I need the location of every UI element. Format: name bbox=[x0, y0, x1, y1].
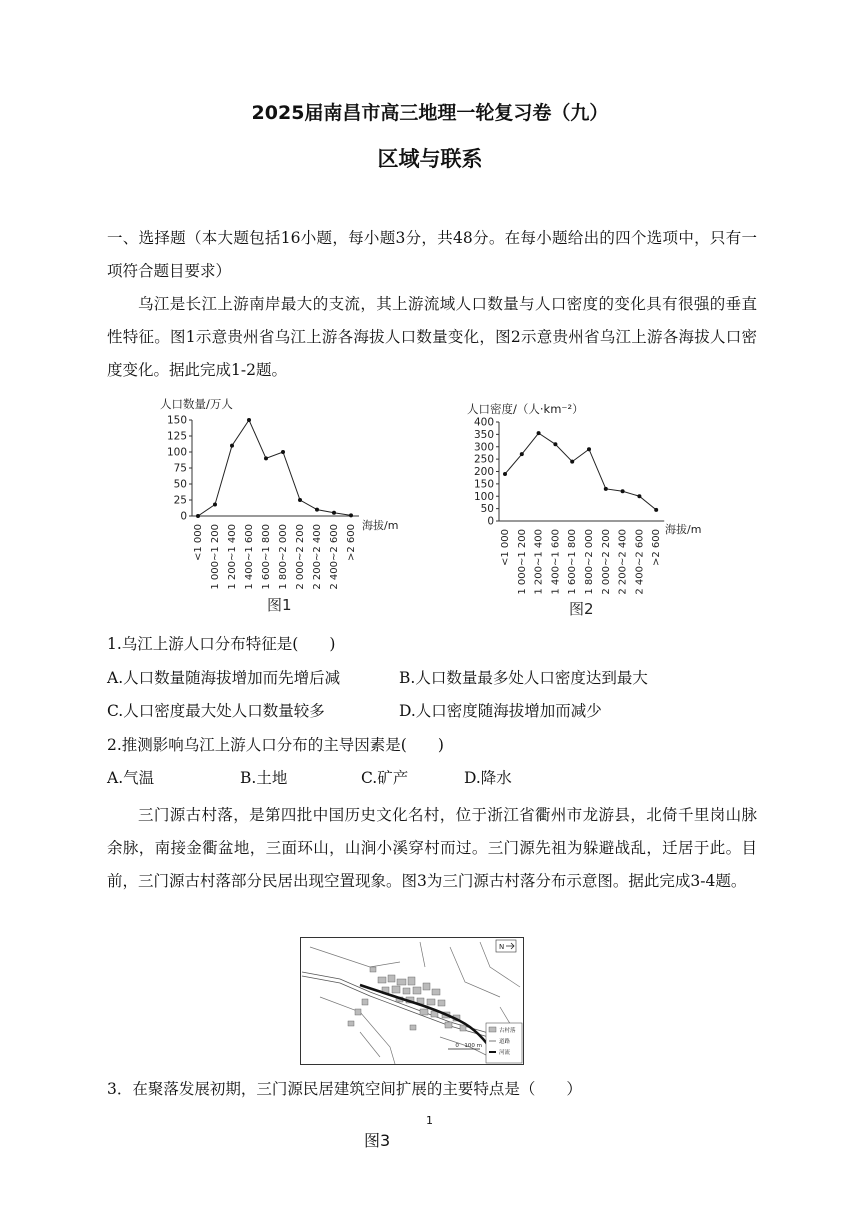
fig1-xlabel: 海拔/m bbox=[362, 519, 399, 532]
fig1-caption: 图1 bbox=[267, 596, 292, 614]
figure-3-map bbox=[300, 937, 524, 1065]
q1-option-d[interactable]: D.人口密度随海拔增加而减少 bbox=[399, 702, 602, 720]
data-point bbox=[537, 431, 541, 435]
q2-stem: 2.推测影响乌江上游人口分布的主导因素是( ) bbox=[107, 736, 444, 754]
fig3-caption: 图3 bbox=[364, 1131, 391, 1150]
map-legend bbox=[486, 1023, 522, 1063]
y-tick-label: 125 bbox=[166, 430, 187, 443]
data-point bbox=[315, 508, 319, 512]
x-tick-label: 2 400~2 600 bbox=[634, 529, 646, 595]
doc-subtitle: 区域与联系 bbox=[377, 147, 483, 171]
y-tick-label: 200 bbox=[473, 466, 494, 478]
x-tick-label: 2 000~2 200 bbox=[295, 524, 306, 590]
x-tick-label: 2 200~2 400 bbox=[312, 524, 323, 590]
x-tick-label: 2 000~2 200 bbox=[600, 529, 612, 595]
q1-option-c[interactable]: C.人口密度最大处人口数量较多 bbox=[107, 702, 325, 720]
series-line bbox=[198, 420, 351, 516]
data-point bbox=[553, 442, 557, 446]
map-legend-village: 古村落 bbox=[499, 1028, 516, 1034]
x-tick-label: 1 600~1 800 bbox=[567, 529, 579, 595]
y-tick-label: 400 bbox=[473, 416, 494, 429]
y-tick-label: 0 bbox=[180, 510, 187, 523]
y-tick-label: 300 bbox=[473, 441, 494, 454]
y-tick-label: 100 bbox=[473, 490, 494, 503]
q2-option-a[interactable]: A.气温 bbox=[107, 769, 155, 787]
data-point bbox=[587, 447, 591, 451]
passage-1: 乌江是长江上游南岸最大的支流，其上游流域人口数量与人口密度的变化具有很强的垂直性特征。图1示意贵州省乌江上游各海拔人口数量变化，图2示意贵州省乌江上游各海拔人口密度变化。据此完成1-2题。 bbox=[107, 295, 757, 379]
data-point bbox=[213, 502, 217, 506]
map-legend-river: 河流 bbox=[499, 1050, 511, 1056]
series-line bbox=[505, 433, 656, 510]
data-point bbox=[654, 508, 658, 512]
y-tick-label: 350 bbox=[473, 428, 494, 441]
y-tick-label: 75 bbox=[173, 462, 187, 475]
x-tick-label: <1 000 bbox=[193, 524, 204, 562]
x-tick-label: 1 800~2 000 bbox=[584, 529, 595, 595]
data-point bbox=[349, 513, 353, 517]
x-tick-label: 2 200~2 400 bbox=[617, 529, 629, 595]
q1-option-b[interactable]: B.人口数量最多处人口密度达到最大 bbox=[399, 669, 648, 687]
svg-text:0 100 m: 0 100 m bbox=[455, 1043, 482, 1049]
x-tick-label: 1 000~1 200 bbox=[210, 524, 221, 590]
x-tick-label: 1 200~1 400 bbox=[533, 529, 545, 595]
data-point bbox=[520, 452, 524, 456]
data-point bbox=[196, 514, 200, 518]
y-tick-label: 0 bbox=[487, 515, 494, 528]
x-tick-label: >2 600 bbox=[346, 524, 357, 562]
passage-2: 三门源古村落，是第四批中国历史文化名村，位于浙江省衢州市龙游县，北倚千里岗山脉余脉，南接金衢盆地，三面环山，山涧小溪穿村而过。三门源先祖为躲避战乱，迁居于此。目前，三门源古村落部分民居出现空置现象。图3为三门源古村落分布示意图。据此完成3-4题。 bbox=[107, 806, 757, 890]
section-header: 一、选择题（本大题包括16小题，每小题3分，共48分。在每小题给出的四个选项中，只有一项符合题目要求） bbox=[107, 229, 757, 280]
figure-1-chart bbox=[150, 392, 440, 622]
q2-option-b[interactable]: B.土地 bbox=[240, 769, 288, 787]
fig2-xlabel: 海拔/m bbox=[665, 523, 702, 536]
y-tick-label: 50 bbox=[173, 478, 187, 491]
fig2-ylabel: 人口密度/（人·km⁻²） bbox=[467, 402, 584, 416]
data-point bbox=[281, 450, 285, 454]
y-tick-label: 250 bbox=[473, 453, 494, 466]
data-point bbox=[230, 444, 234, 448]
y-tick-label: 100 bbox=[166, 446, 187, 459]
x-tick-label: 1 200~1 400 bbox=[227, 524, 238, 590]
x-tick-label: 2 400~2 600 bbox=[329, 524, 340, 590]
x-tick-label: 1 600~1 800 bbox=[261, 524, 272, 590]
q1-stem: 1.乌江上游人口分布特征是( ) bbox=[107, 635, 336, 653]
x-tick-label: 1 800~2 000 bbox=[278, 524, 289, 590]
page-number: 1 bbox=[426, 1114, 433, 1127]
data-point bbox=[637, 494, 641, 498]
data-point bbox=[503, 472, 507, 476]
data-point bbox=[332, 511, 336, 515]
x-tick-label: 1 400~1 600 bbox=[550, 529, 562, 595]
y-tick-label: 50 bbox=[480, 503, 494, 516]
x-tick-label: <1 000 bbox=[500, 529, 511, 567]
y-tick-label: 150 bbox=[166, 414, 187, 427]
data-point bbox=[621, 489, 625, 493]
x-tick-label: >2 600 bbox=[651, 529, 663, 567]
fig2-caption: 图2 bbox=[569, 600, 594, 618]
data-point bbox=[570, 460, 574, 464]
figure-2-chart bbox=[455, 396, 725, 624]
q2-option-c[interactable]: C.矿产 bbox=[361, 769, 409, 787]
map-north-arrow bbox=[496, 940, 516, 952]
y-tick-label: 25 bbox=[173, 494, 187, 507]
doc-title: 2025届南昌市高三地理一轮复习卷（九） bbox=[251, 102, 609, 124]
data-point bbox=[298, 498, 302, 502]
svg-text:N: N bbox=[499, 943, 505, 951]
data-point bbox=[247, 418, 251, 422]
map-legend-road: 道路 bbox=[499, 1039, 511, 1045]
data-point bbox=[264, 456, 268, 460]
fig1-ylabel: 人口数量/万人 bbox=[160, 397, 233, 411]
data-point bbox=[604, 487, 608, 491]
q1-option-a[interactable]: A.人口数量随海拔增加而先增后减 bbox=[107, 669, 341, 687]
x-tick-label: 1 000~1 200 bbox=[516, 529, 528, 595]
q3-stem: 3．在聚落发展初期，三门源民居建筑空间扩展的主要特点是（ ） bbox=[107, 1080, 582, 1098]
y-tick-label: 150 bbox=[473, 478, 494, 491]
q2-option-d[interactable]: D.降水 bbox=[464, 769, 512, 787]
x-tick-label: 1 400~1 600 bbox=[244, 524, 255, 590]
